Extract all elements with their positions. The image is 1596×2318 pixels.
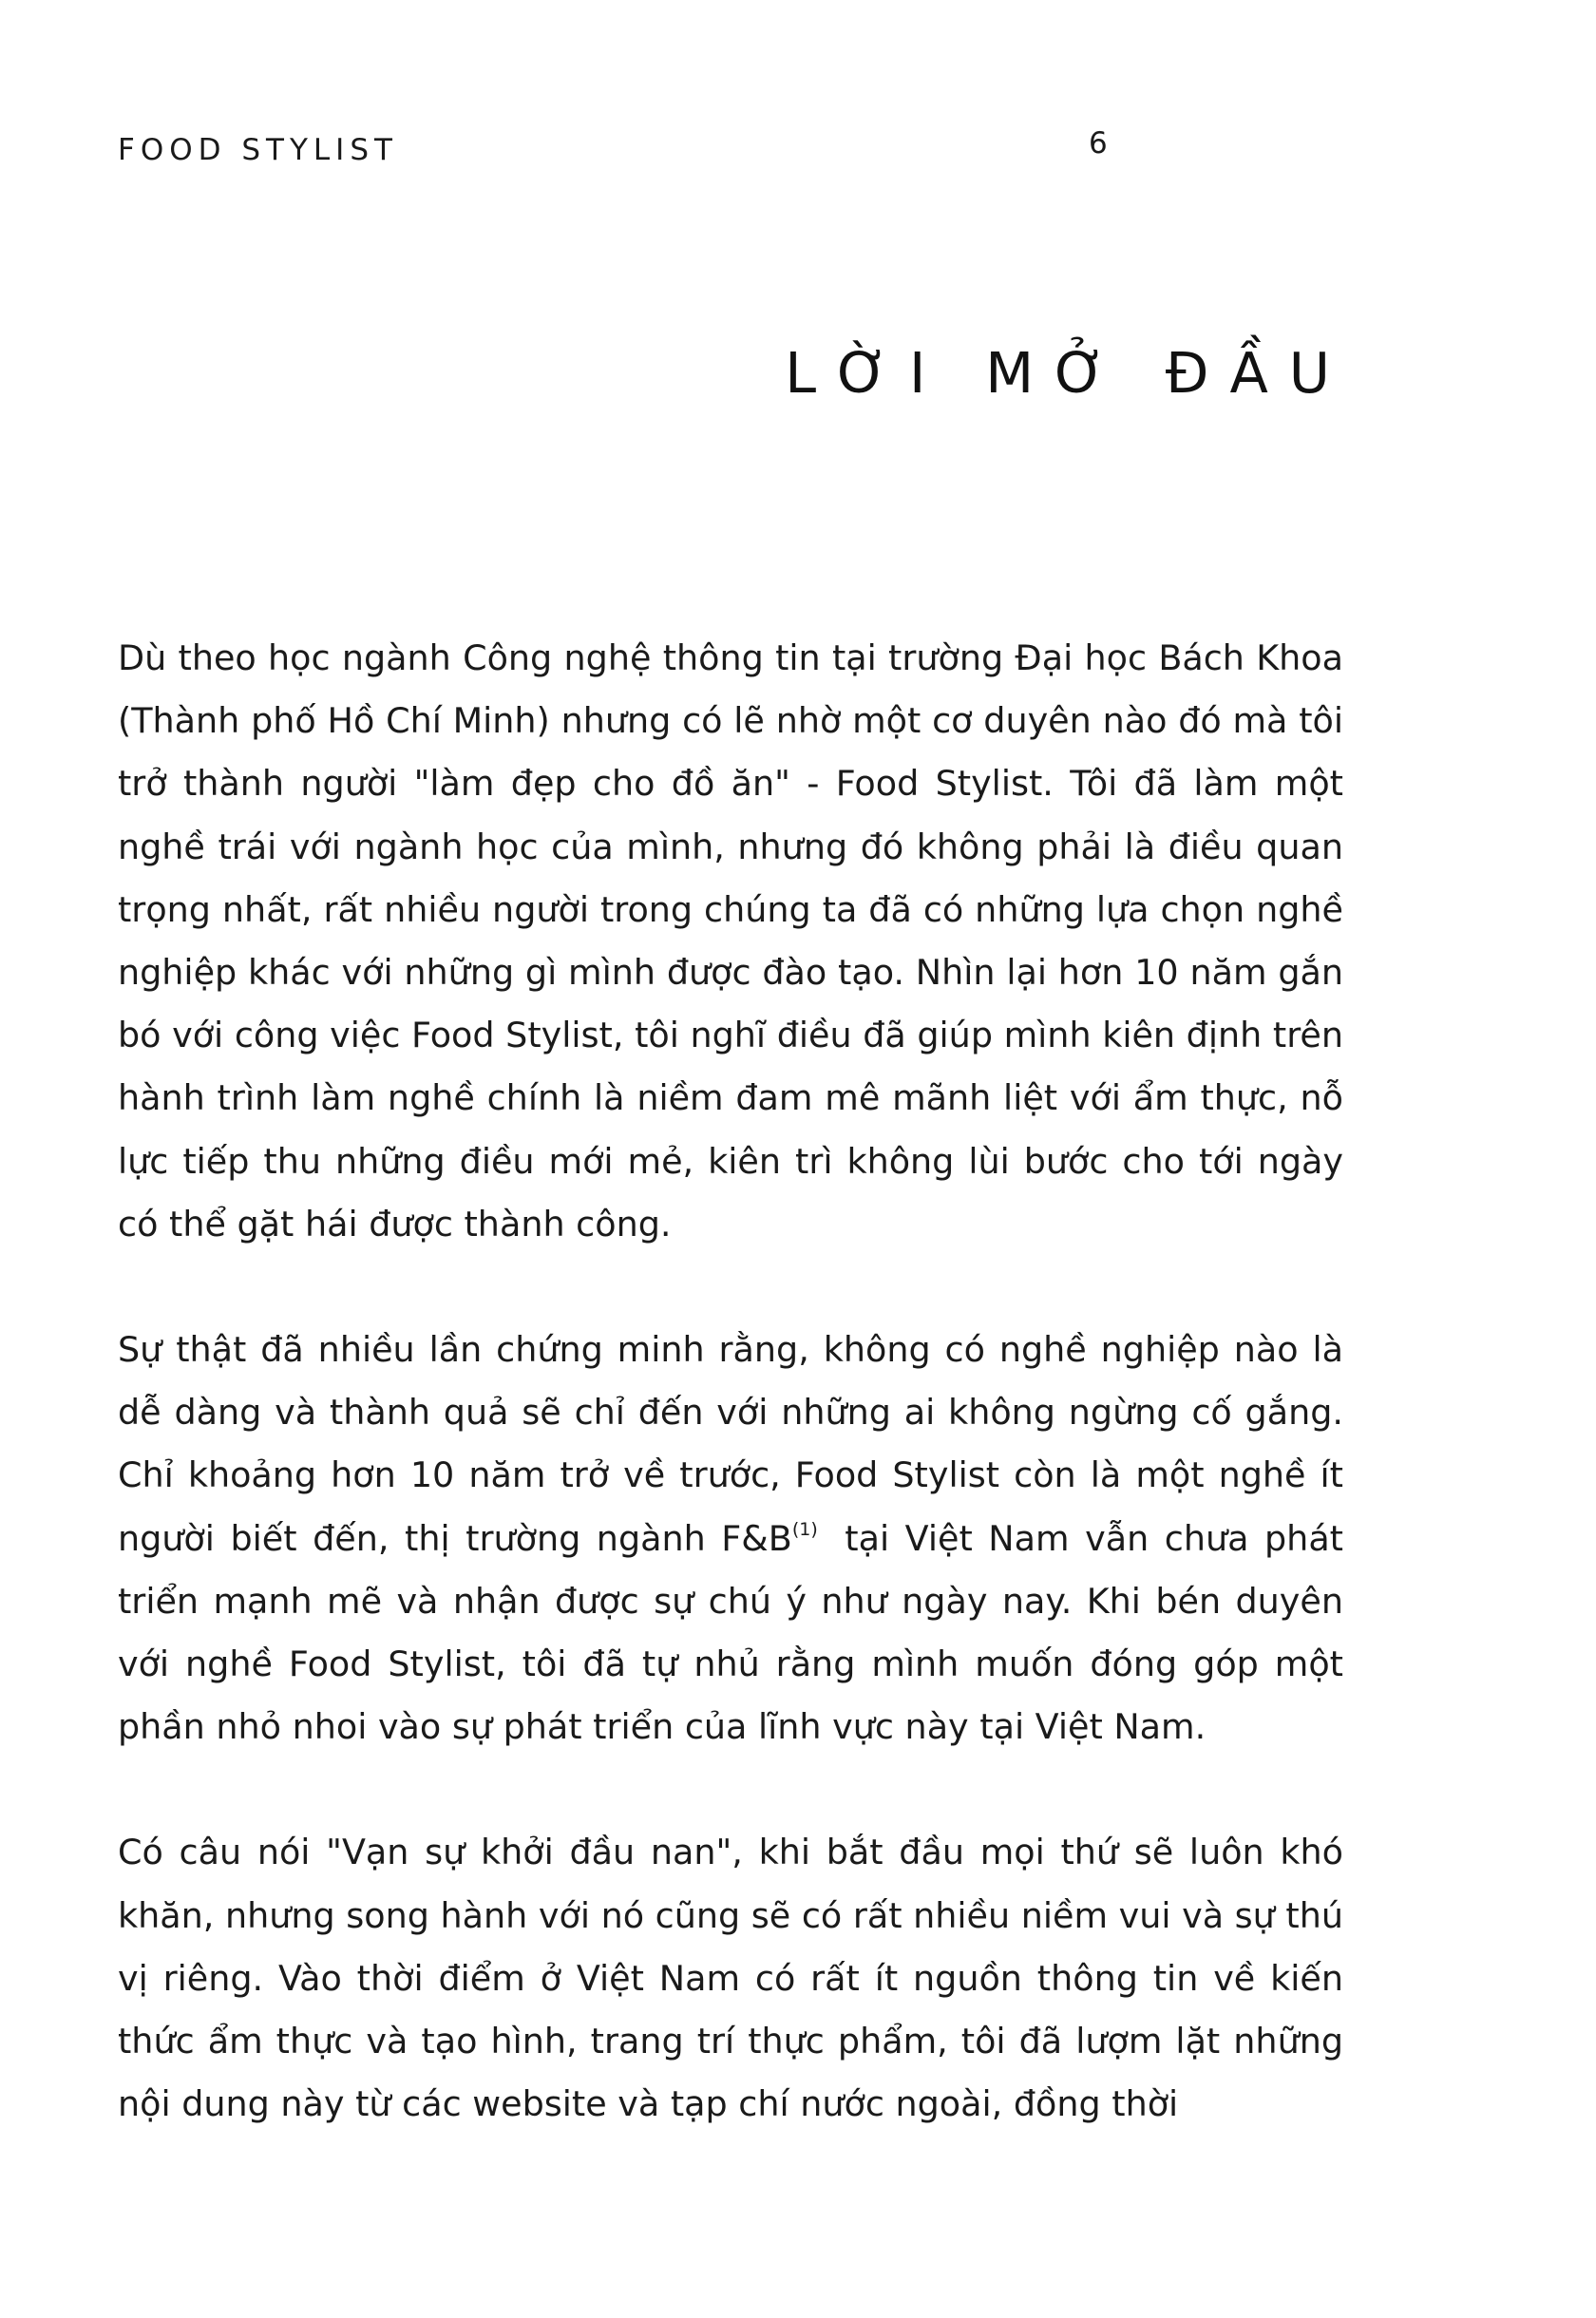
- page-number: 6: [1089, 126, 1108, 161]
- footnote-reference[interactable]: (1): [791, 1518, 818, 1540]
- paragraph-3: Có câu nói "Vạn sự khởi đầu nan", khi bắt đầu mọi thứ sẽ luôn khó khăn, nhưng song hành với nó cũng sẽ có rất nhiều niềm vui và sự thú vị riêng. Vào thời điểm ở Việt Nam có rất ít nguồn thông tin về kiến thức ẩm thực và tạo hình, trang trí thực phẩm, tôi đã lượm lặt những nội dung này từ các website và tạp chí nước ngoài, đồng thời: [118, 1832, 1343, 2125]
- body-text: [118, 627, 1343, 2136]
- paragraph-1: Dù theo học ngành Công nghệ thông tin tại trường Đại học Bách Khoa (Thành phố Hồ Chí Minh) nhưng có lẽ nhờ một cơ duyên nào đó mà tôi trở thành người "làm đẹp cho đồ ăn" - Food Stylist. Tôi đã làm một nghề trái với ngành học của mình, nhưng đó không phải là điều quan trọng nhất, rất nhiều người trong chúng ta đã có những lựa chọn nghề nghiệp khác với những gì mình được đào tạo. Nhìn lại hơn 10 năm gắn bó với công việc Food Stylist, tôi nghĩ điều đã giúp mình kiên định trên hành trình làm nghề chính là niềm đam mê mãnh liệt với ẩm thực, nỗ lực tiếp thu những điều mới mẻ, kiên trì không lùi bước cho tới ngày có thể gặt hái được thành công.: [118, 637, 1343, 1244]
- paragraph-2: [118, 1319, 1343, 1758]
- paragraph-2-text-a: Sự thật đã nhiều lần chứng minh rằng, không có nghề nghiệp nào là dễ dàng và thành quả sẽ chỉ đến với những ai không ngừng cố gắng. Chỉ khoảng hơn 10 năm trở về trước, Food Stylist còn là một nghề ít người biết đến, thị trường ngành F&B: [118, 1329, 1343, 1559]
- paragraph-2-text-b: tại Việt Nam vẫn chưa phát triển mạnh mẽ và nhận được sự chú ý như ngày nay. Khi bén duyên với nghề Food Stylist, tôi đã tự nhủ rằng mình muốn đóng góp một phần nhỏ nhoi vào sự phát triển của lĩnh vực này tại Việt Nam.: [118, 1517, 1343, 1748]
- running-head: FOOD STYLIST: [118, 133, 398, 167]
- chapter-title: LỜI MỞ ĐẦU: [785, 340, 1351, 406]
